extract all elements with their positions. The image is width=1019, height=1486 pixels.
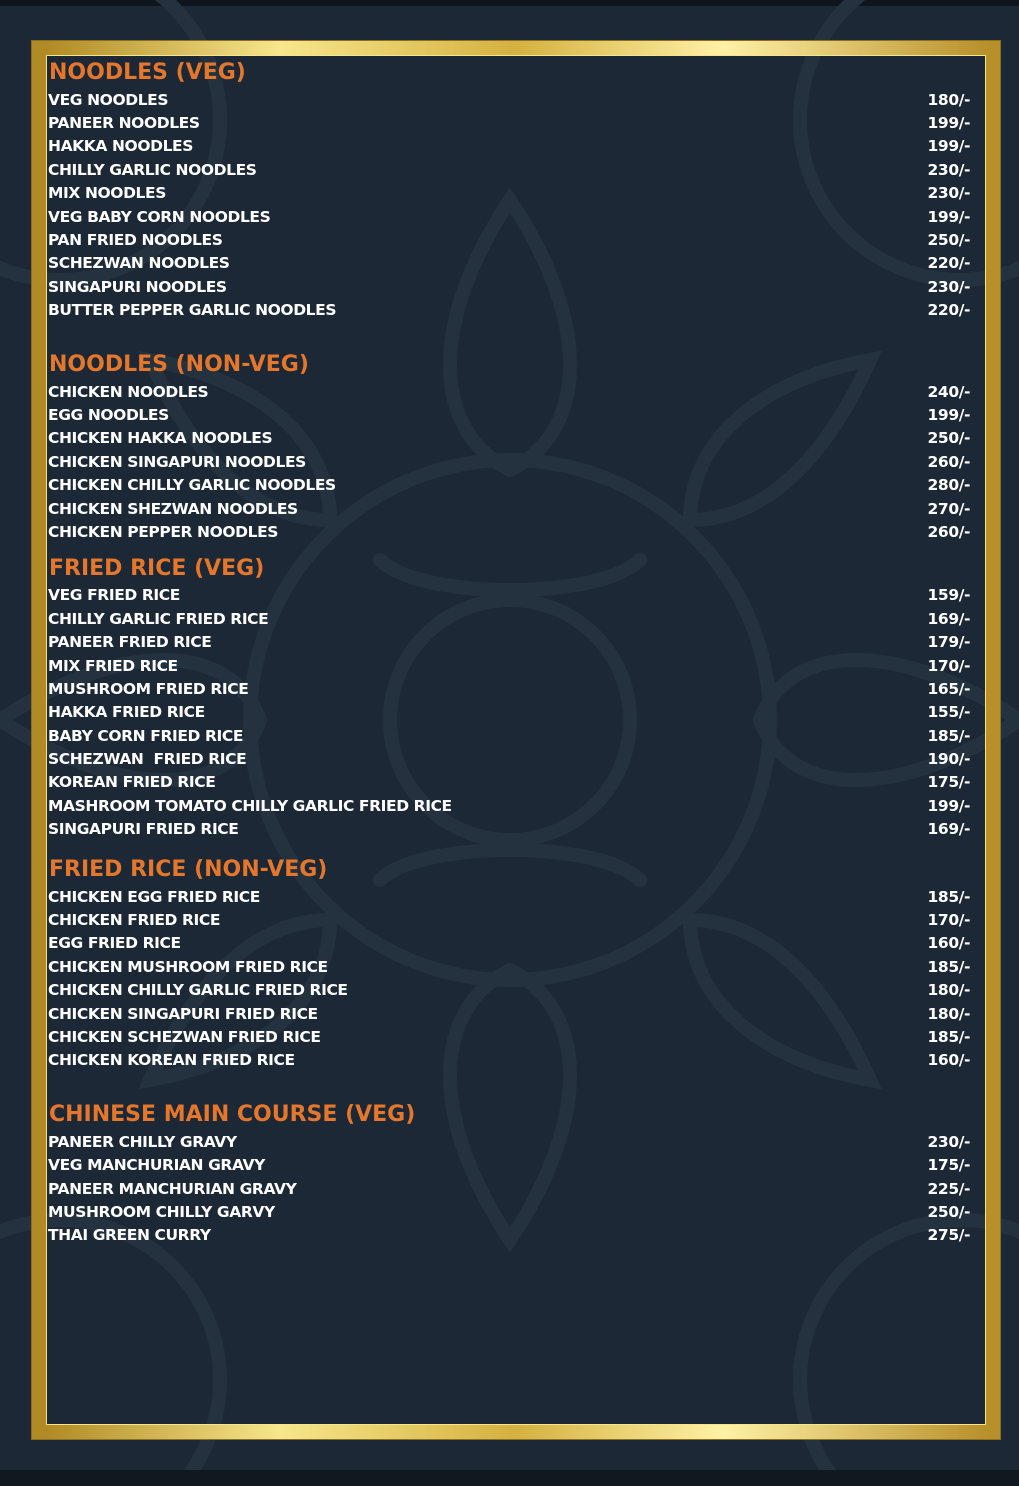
menu-section-chinese-main-course-veg	[48, 1100, 970, 1247]
menu-section-noodles-veg	[48, 58, 970, 322]
menu-item	[48, 497, 970, 520]
item-name: PAN FRIED NOODLES	[48, 231, 223, 250]
menu-item	[48, 747, 970, 770]
menu-item	[48, 607, 970, 630]
menu-item	[48, 932, 970, 955]
item-name: VEG MANCHURIAN GRAVY	[48, 1156, 265, 1175]
item-name: CHICKEN SINGAPURI FRIED RICE	[48, 1004, 318, 1023]
menu-item	[48, 724, 970, 747]
menu-item	[48, 88, 970, 111]
item-price: 199/-	[927, 207, 970, 226]
section-title: FRIED RICE (VEG)	[49, 555, 265, 581]
item-name: CHICKEN NOODLES	[48, 382, 209, 401]
item-price: 230/-	[927, 277, 970, 296]
menu-item	[48, 979, 970, 1002]
item-price: 230/-	[927, 1132, 970, 1151]
item-price: 260/-	[927, 452, 970, 471]
item-name: CHICKEN SHEZWAN NOODLES	[48, 499, 298, 518]
item-name: SINGAPURI NOODLES	[48, 277, 227, 296]
menu-item	[48, 275, 970, 298]
item-name: CHICKEN MUSHROOM FRIED RICE	[48, 957, 328, 976]
item-price: 169/-	[927, 609, 970, 628]
section-spacer	[48, 841, 970, 855]
item-name: KOREAN FRIED RICE	[48, 773, 216, 792]
menu-item	[48, 794, 970, 817]
menu-item	[48, 677, 970, 700]
menu-item	[48, 299, 970, 322]
section-spacer	[48, 1072, 970, 1100]
menu-section-fried-rice-veg	[48, 554, 970, 841]
item-price: 220/-	[927, 254, 970, 273]
item-name: CHICKEN CHILLY GARLIC FRIED RICE	[48, 981, 348, 1000]
menu-item	[48, 1153, 970, 1176]
menu-item	[48, 158, 970, 181]
item-price: 175/-	[927, 1156, 970, 1175]
menu-item	[48, 252, 970, 275]
bottom-edge-strip	[0, 1470, 1019, 1486]
item-name: CHICKEN HAKKA NOODLES	[48, 429, 273, 448]
item-price: 199/-	[927, 796, 970, 815]
item-name: PANEER NOODLES	[48, 114, 200, 133]
menu-item	[48, 885, 970, 908]
item-name: THAI GREEN CURRY	[48, 1226, 211, 1245]
menu-item	[48, 135, 970, 158]
item-name: CHICKEN EGG FRIED RICE	[48, 887, 260, 906]
menu-item	[48, 205, 970, 228]
menu-item	[48, 182, 970, 205]
menu-item	[48, 654, 970, 677]
item-name: EGG NOODLES	[48, 405, 169, 424]
item-price: 225/-	[927, 1179, 970, 1198]
menu-item	[48, 380, 970, 403]
item-price: 180/-	[927, 1004, 970, 1023]
menu-item	[48, 1025, 970, 1048]
item-name: HAKKA FRIED RICE	[48, 703, 205, 722]
item-price: 170/-	[927, 911, 970, 930]
section-spacer	[48, 544, 970, 554]
item-price: 185/-	[927, 726, 970, 745]
item-name: MIX FRIED RICE	[48, 656, 178, 675]
section-title: CHINESE MAIN COURSE (VEG)	[49, 1102, 416, 1128]
item-price: 280/-	[927, 476, 970, 495]
item-price: 199/-	[927, 114, 970, 133]
item-name: MIX NOODLES	[48, 184, 166, 203]
item-price: 230/-	[927, 184, 970, 203]
item-price: 169/-	[927, 820, 970, 839]
item-name: MASHROOM TOMATO CHILLY GARLIC FRIED RICE	[48, 796, 452, 815]
item-name: VEG NOODLES	[48, 90, 169, 109]
item-price: 160/-	[927, 934, 970, 953]
item-price: 155/-	[927, 703, 970, 722]
section-title: FRIED RICE (NON-VEG)	[49, 856, 328, 882]
item-price: 180/-	[927, 90, 970, 109]
item-name: PANEER FRIED RICE	[48, 633, 212, 652]
menu-item	[48, 584, 970, 607]
item-price: 185/-	[927, 1027, 970, 1046]
menu-item	[48, 520, 970, 543]
item-name: SCHEZWAN FRIED RICE	[48, 750, 247, 769]
item-price: 230/-	[927, 160, 970, 179]
item-price: 270/-	[927, 499, 970, 518]
item-name: VEG FRIED RICE	[48, 586, 180, 605]
item-name: BUTTER PEPPER GARLIC NOODLES	[48, 301, 337, 320]
item-price: 250/-	[927, 1202, 970, 1221]
item-name: MUSHROOM FRIED RICE	[48, 679, 249, 698]
item-name: MUSHROOM CHILLY GARVY	[48, 1202, 275, 1221]
item-price: 250/-	[927, 429, 970, 448]
item-name: CHICKEN SCHEZWAN FRIED RICE	[48, 1027, 321, 1046]
item-price: 170/-	[927, 656, 970, 675]
menu-item	[48, 955, 970, 978]
item-price: 180/-	[927, 981, 970, 1000]
menu-content	[48, 58, 970, 1247]
section-title: NOODLES (VEG)	[49, 60, 246, 85]
item-name: CHICKEN PEPPER NOODLES	[48, 522, 279, 541]
item-price: 175/-	[927, 773, 970, 792]
menu-item	[48, 1224, 970, 1247]
item-name: SINGAPURI FRIED RICE	[48, 820, 239, 839]
item-price: 220/-	[927, 301, 970, 320]
menu-item	[48, 450, 970, 473]
item-price: 275/-	[927, 1226, 970, 1245]
section-spacer	[48, 322, 970, 350]
item-name: CHICKEN FRIED RICE	[48, 911, 221, 930]
menu-item	[48, 111, 970, 134]
menu-item	[48, 771, 970, 794]
item-name: CHICKEN KOREAN FRIED RICE	[48, 1051, 295, 1070]
item-price: 240/-	[927, 382, 970, 401]
menu-item	[48, 473, 970, 496]
item-name: CHILLY GARLIC FRIED RICE	[48, 609, 269, 628]
item-price: 190/-	[927, 750, 970, 769]
menu-item	[48, 908, 970, 931]
item-price: 159/-	[927, 586, 970, 605]
menu-item	[48, 228, 970, 251]
menu-item	[48, 1130, 970, 1153]
item-price: 185/-	[927, 887, 970, 906]
menu-section-noodles-non-veg	[48, 350, 970, 544]
menu-item	[48, 1049, 970, 1072]
item-name: CHICKEN SINGAPURI NOODLES	[48, 452, 306, 471]
item-name: HAKKA NOODLES	[48, 137, 194, 156]
menu-item	[48, 1177, 970, 1200]
item-price: 260/-	[927, 522, 970, 541]
item-name: SCHEZWAN NOODLES	[48, 254, 230, 273]
item-name: BABY CORN FRIED RICE	[48, 726, 244, 745]
item-name: PANEER CHILLY GRAVY	[48, 1132, 237, 1151]
menu-item	[48, 701, 970, 724]
menu-item	[48, 1200, 970, 1223]
item-name: VEG BABY CORN NOODLES	[48, 207, 271, 226]
item-price: 179/-	[927, 633, 970, 652]
menu-item	[48, 630, 970, 653]
menu-item	[48, 818, 970, 841]
item-price: 165/-	[927, 679, 970, 698]
item-name: CHICKEN CHILLY GARLIC NOODLES	[48, 476, 336, 495]
item-price: 185/-	[927, 957, 970, 976]
item-price: 160/-	[927, 1051, 970, 1070]
menu-item	[48, 427, 970, 450]
menu-item	[48, 403, 970, 426]
item-price: 199/-	[927, 405, 970, 424]
item-price: 250/-	[927, 231, 970, 250]
menu-item	[48, 1002, 970, 1025]
item-name: CHILLY GARLIC NOODLES	[48, 160, 257, 179]
menu-section-fried-rice-non-veg	[48, 855, 970, 1072]
section-title: NOODLES (NON-VEG)	[49, 351, 309, 377]
item-price: 199/-	[927, 137, 970, 156]
item-name: PANEER MANCHURIAN GRAVY	[48, 1179, 297, 1198]
item-name: EGG FRIED RICE	[48, 934, 181, 953]
